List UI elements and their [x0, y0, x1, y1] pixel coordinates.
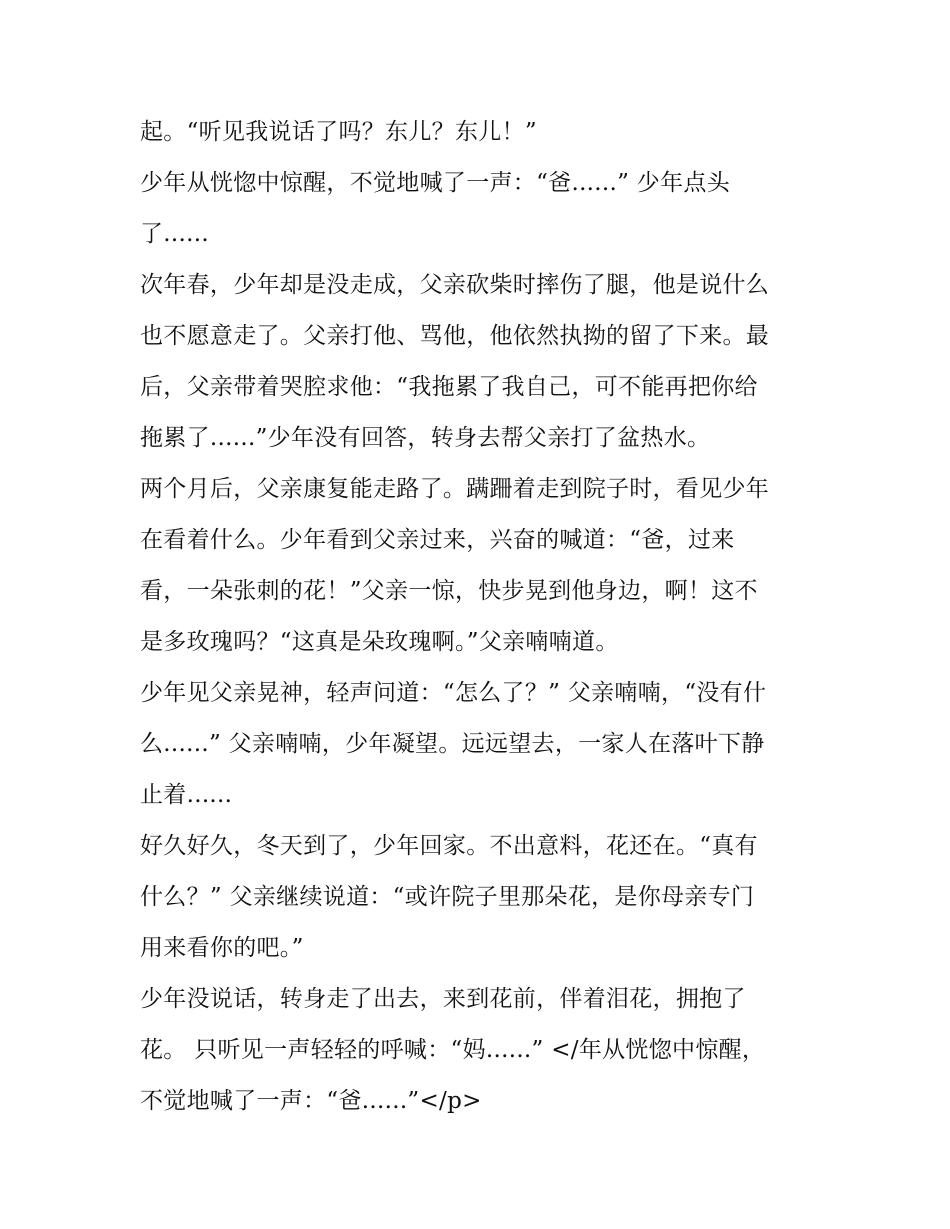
text-line: 次年春，少年却是没走成，父亲砍柴时摔伤了腿，他是说什么	[140, 272, 770, 298]
text-line: 两个月后，父亲康复能走路了。蹒跚着走到院子时，看见少年	[140, 476, 770, 502]
text-line: 拖累了......”少年没有回答，转身去帮父亲打了盆热水。	[140, 425, 711, 451]
text-line: 么......” 父亲喃喃，少年凝望。远远望去，一家人在落叶下静	[140, 731, 765, 757]
text-line: 少年从恍惚中惊醒，不觉地喊了一声：“爸......” 少年点头	[140, 170, 730, 196]
text-line: 了......	[140, 221, 209, 247]
text-line: 不觉地喊了一声：“爸......”</p>	[140, 1088, 482, 1114]
text-line: 少年没说话，转身走了出去，来到花前，伴着泪花，拥抱了	[140, 986, 746, 1012]
text-line: 看，一朵张刺的花！”父亲一惊，快步晃到他身边，啊！这不	[140, 578, 758, 604]
text-line: 用来看你的吧。”	[140, 935, 304, 961]
text-line: 好久好久，冬天到了，少年回家。不出意料，花还在。“真有	[140, 833, 758, 859]
text-line: 后，父亲带着哭腔求他：“我拖累了我自己，可不能再把你给	[140, 374, 758, 400]
text-line: 什么？” 父亲继续说道：“或许院子里那朵花，是你母亲专门	[140, 884, 755, 910]
text-line: 也不愿意走了。父亲打他、骂他，他依然执拗的留了下来。最	[140, 323, 770, 349]
text-line: 在看着什么。少年看到父亲过来，兴奋的喊道：“爸，过来	[140, 527, 735, 553]
text-line: 起。“听见我说话了吗？东儿？东儿！”	[140, 119, 537, 145]
text-line: 是多玫瑰吗？“这真是朵玫瑰啊。”父亲喃喃道。	[140, 629, 619, 655]
text-line: 少年见父亲晃神，轻声问道：“怎么了？” 父亲喃喃，“没有什	[140, 680, 767, 706]
text-line: 花。 只听见一声轻轻的呼喊：“妈......” </年从恍惚中惊醒，	[140, 1037, 766, 1063]
body-text	[140, 107, 820, 1127]
text-line: 止着......	[140, 782, 233, 808]
